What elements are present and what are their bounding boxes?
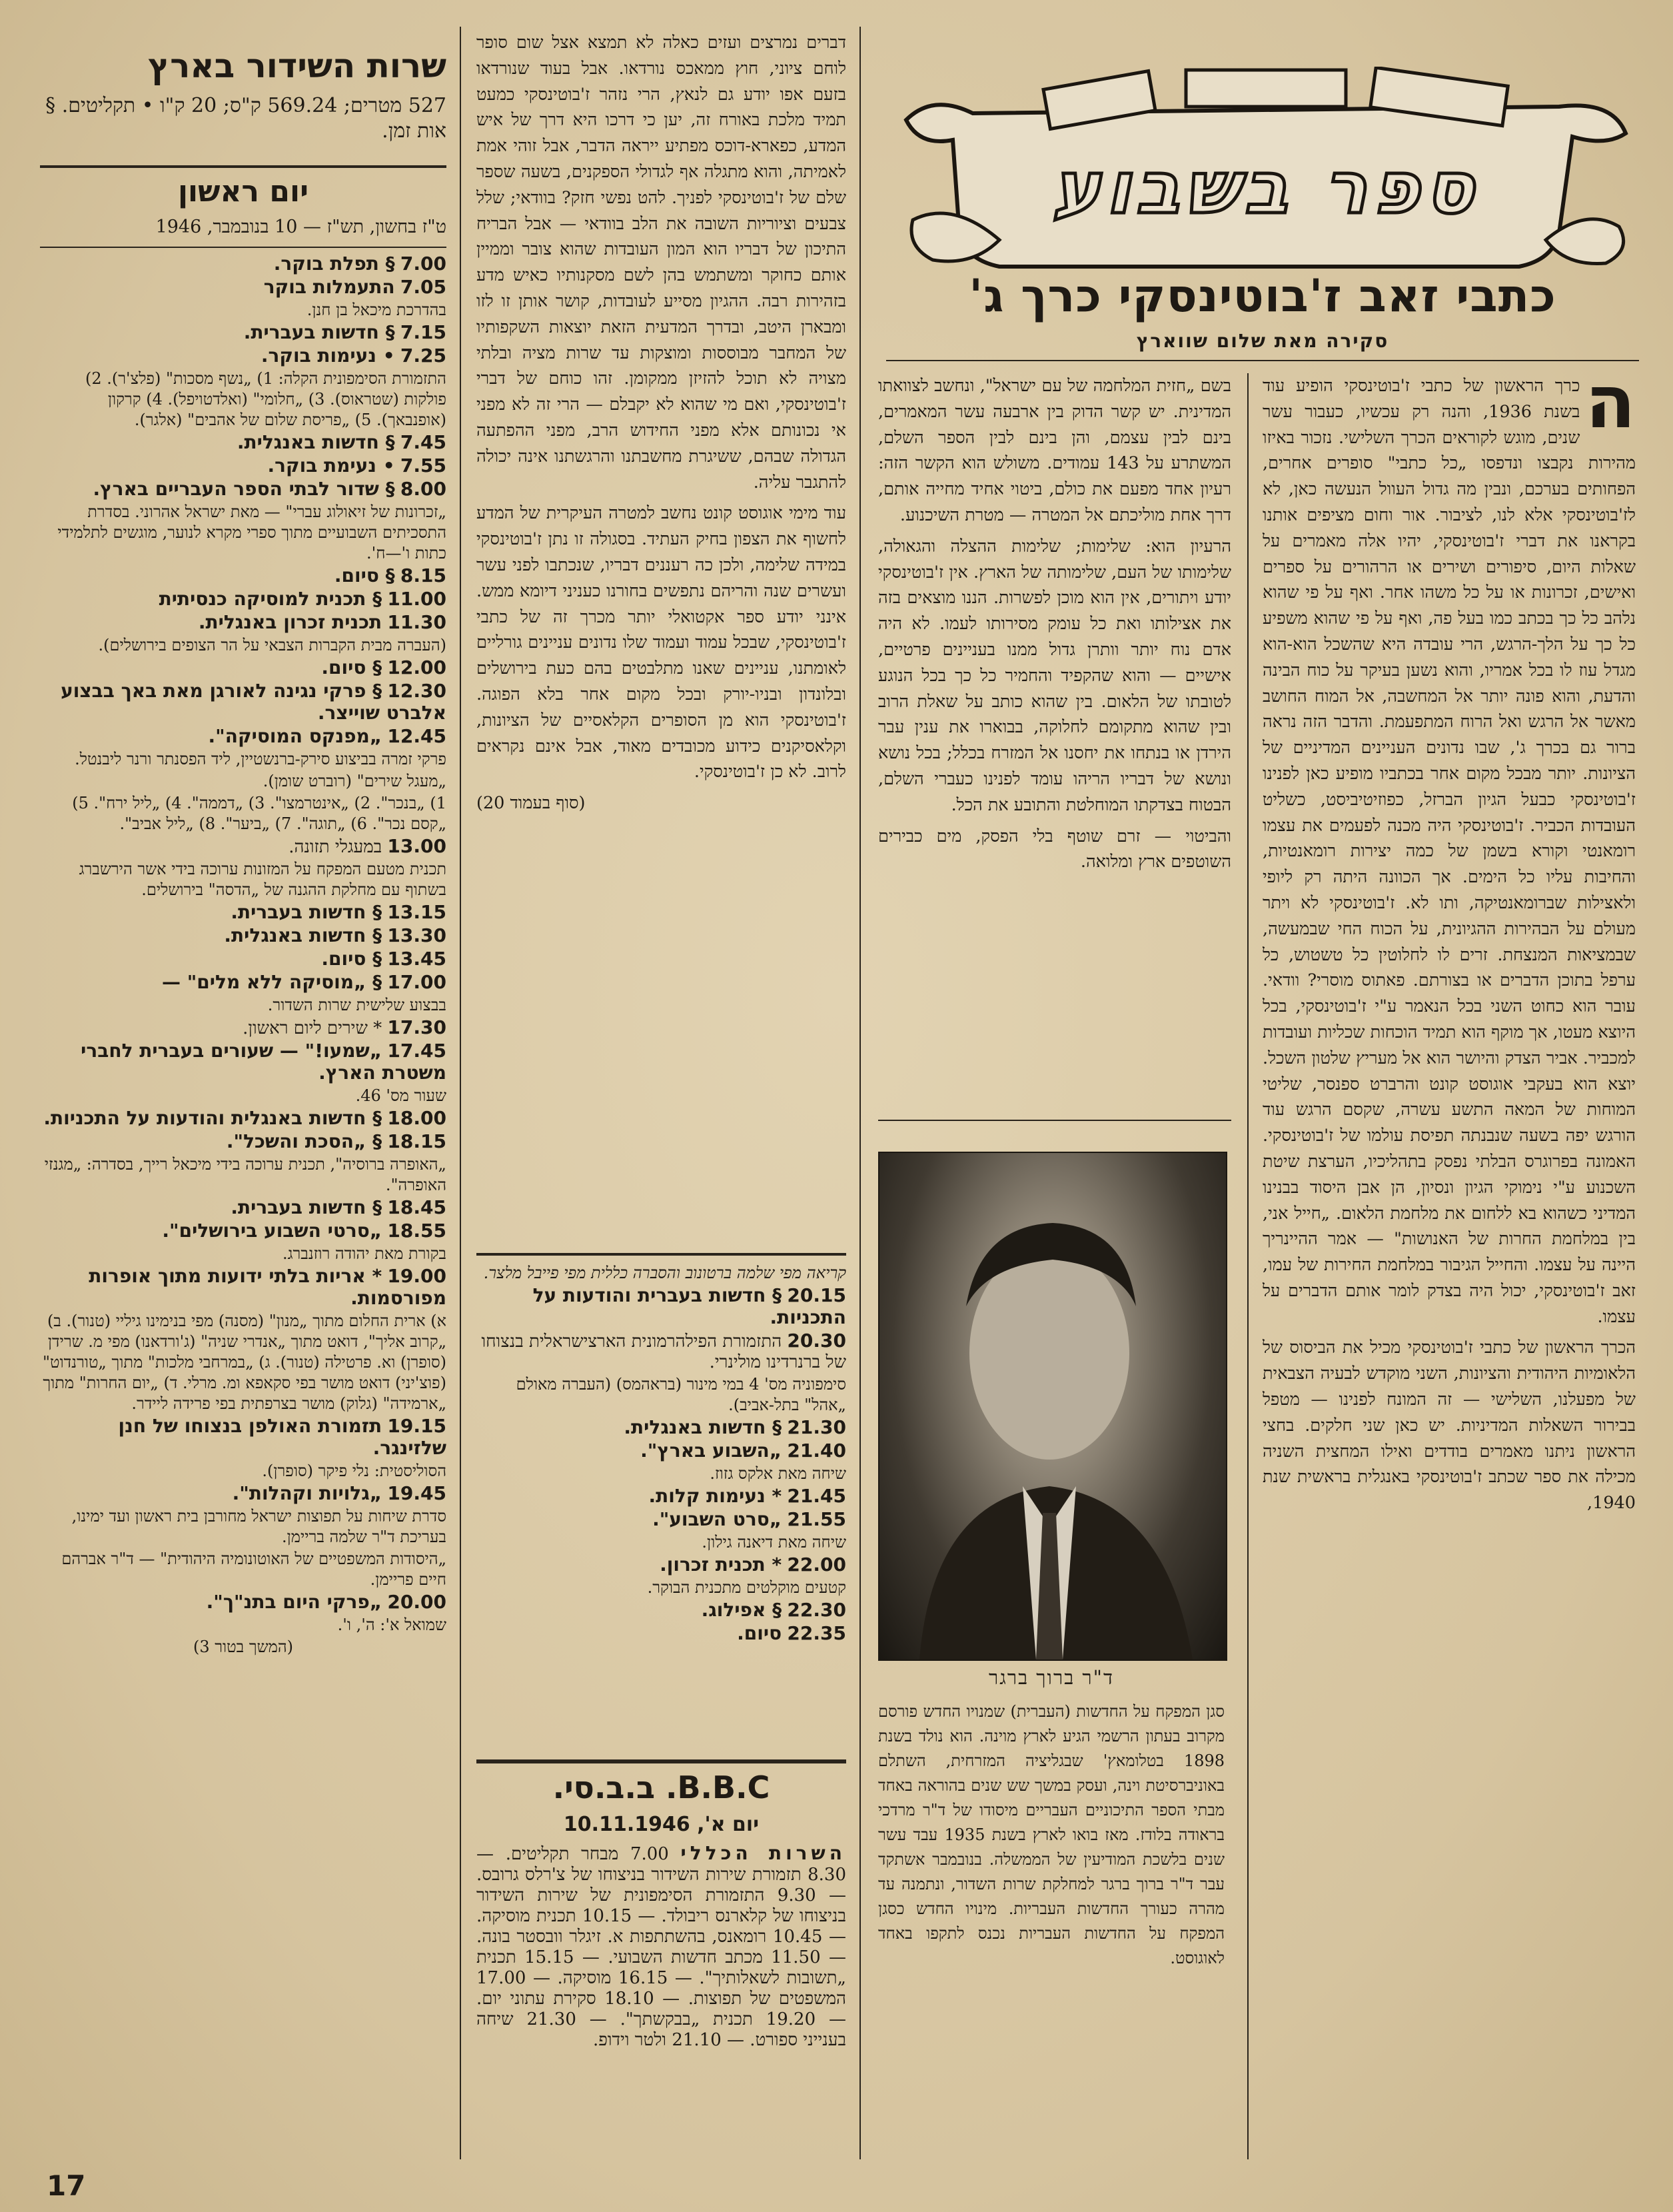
- schedule-time: 21.30: [787, 1416, 846, 1438]
- banner-title: ספר בשבוע: [1052, 147, 1480, 230]
- article-byline: סקירה מאת שלום שווארץ: [1136, 330, 1389, 352]
- schedule-text: § אפילוג.: [701, 1599, 782, 1621]
- schedule-row: [40, 925, 446, 947]
- schedule-text: * נעימות קלות.: [648, 1485, 782, 1507]
- schedule-time: 19.15: [387, 1415, 446, 1437]
- schedule-row: [40, 1615, 446, 1636]
- date-line: ט"ז בחשון, תש"ז — 10 בנובמבר, 1946: [155, 217, 446, 237]
- schedule-time: 21.45: [787, 1485, 846, 1507]
- schedule-text: „שמעו!" — שעורים בעברית לחברי משטרת הארץ.: [81, 1040, 446, 1084]
- article-column-left: [476, 30, 846, 1243]
- article-paragraph: בשם „חזית המלחמה של עם ישראל", ונחשב לצוואתו המדינית. יש קשר הדוק בין ארבעה עשר המאמרים, בינם לבין עצמם, והן בינם לבין הספר השלם, המשתרע על 143 עמודים. משולש הוא הקשר הזה: רעיון אחד מפעם את כולם, ביטוי אחיד מחייה אותם, דרך אחת מוליכתם אל המטרה — מטרת השיכנוע.: [878, 376, 1231, 525]
- schedule-text: „סרט השבוע".: [652, 1508, 782, 1530]
- schedule-text: בהדרכת מיכאל בן חנן.: [306, 301, 446, 319]
- schedule-text: סדרת שיחות על תפוצות ישראל מחורבן בית ראשון ועד ימינו, בעריכת ד"ר שלמה בריימן.: [71, 1507, 446, 1546]
- schedule-text: § חדשות באנגלית.: [224, 924, 382, 946]
- schedule-row: [40, 1461, 446, 1482]
- schedule-time: 22.35: [787, 1622, 846, 1644]
- bbc-service: השרות הכללי: [680, 1843, 846, 1864]
- schedule-row: [40, 565, 446, 587]
- schedule-time: 19.00: [387, 1265, 446, 1287]
- schedule-row: [40, 859, 446, 900]
- schedule-text: „מעגל שירים" (רוברט שומן).: [263, 772, 446, 790]
- schedule-text: התעמלות בוקר: [263, 276, 395, 298]
- schedule-row: [40, 322, 446, 344]
- schedule-text: § חדשות באנגלית והודעות על התכניות.: [43, 1107, 382, 1129]
- article-paragraph: הרעיון הוא: שלימות; שלימות ההצלה והגאולה, שלימותו של העם, שלימותה של הארץ. אין ז'בוטינסקי יודע ויתורים, אין הוא מוכן לפשרות. הננו מוצאים בזה את אצילותו ואת כל עומק מסירותו לעמו. לא היה אדם נוח יותר וותרן גדול ממנו בעניינים פרטיים, אישיים — והוא שהקפיד והחמיר כל כך בכל הנוגע לטובתו של הלאום. בין שהוא כותב על שאלת הרוב ובין שהוא מתקומם לחלוקה, בבוארו את ענין עבר הירדן או בנתחו את יחסנו אל המזרח בכלל; בכל נושא ונושא של דבריו הריהו עומד לפנינו כעברי השלם, הבטוח בצדקתו המוחלטת והתובע את הכל.: [878, 536, 1231, 815]
- schedule-text: במעגלי תזונה.: [288, 837, 382, 857]
- schedule-text: „האופרה ברוסיה", תכנית ערוכה בידי מיכאל רייך, בסדרה: „מגנזי האופרה".: [44, 1155, 446, 1194]
- article-paragraph: והביטוי — זרם שוטף בלי הפסק, מים כבירים השוטפים ארץ ומלואה.: [878, 826, 1231, 872]
- schedule-time: 7.05: [400, 276, 446, 298]
- schedule-time: 7.25: [400, 345, 446, 367]
- radio-title: שרות השידור בארץ: [148, 47, 446, 85]
- schedule-row: [40, 277, 446, 299]
- schedule-time: 20.30: [787, 1330, 846, 1352]
- schedule-text: „גלויות וקהלות".: [232, 1482, 382, 1504]
- schedule-text: „מפנקס המוסיקה".: [208, 725, 382, 747]
- schedule-text: „סרטי השבוע בירושלים".: [162, 1220, 382, 1242]
- schedule-text: בבצוע שלישית שרות השדור.: [267, 996, 446, 1014]
- continued-note: (המשך בטור 3): [193, 1638, 294, 1656]
- divider: [878, 1120, 1231, 1121]
- schedule-row: [40, 253, 446, 275]
- schedule-time: 13.00: [387, 835, 446, 857]
- schedule-time: 18.55: [387, 1220, 446, 1242]
- schedule-text: תכנית מטעם המפקח על המזונות ערוכה בידי אשר הירשברג בשתוף עם מחלקת ההגנה של „הדסה" בירושלים.: [79, 860, 446, 899]
- portrait-photo: [878, 1152, 1227, 1661]
- schedule-text: תזמורת האולפן בנצוחו של חנן שלזינגר.: [118, 1415, 446, 1459]
- schedule-row: [476, 1285, 846, 1329]
- schedule-time: 12.00: [387, 656, 446, 678]
- schedule-row: [40, 771, 446, 792]
- schedule-text: § חדשות באנגלית.: [624, 1416, 782, 1438]
- schedule-row: [40, 1244, 446, 1264]
- schedule-row: [40, 1483, 446, 1505]
- schedule-text: שיחה מאת דיאנה גילון.: [702, 1533, 846, 1552]
- schedule-row: [40, 1131, 446, 1153]
- schedule-time: 13.30: [387, 924, 446, 946]
- schedule-text: • נעימות בוקר.: [261, 345, 395, 367]
- schedule-time: 12.45: [387, 725, 446, 747]
- day-heading: יום ראשון: [177, 175, 309, 209]
- schedule-text: א) ארית החלום מתוך „מנון" (מסנה) מפי בנימינו גיליי (טנור). ב) „קרוב אליך", דואט מתוך „אנדרי שניה" (ג'ורדאנו) מפי מ. שרידן (סופרן) וא. פרטילה (טנור). ג) „במרחבי מלכות" מתוך „טורנדוט" (פוצ'יני) דואט מושר בפי סקאפא ומ. מרלי. ד) „יום החרות" מתוך „ארמידה" (גלוק) מושר בצרפתית בפי פרידה ליידר.: [42, 1312, 446, 1413]
- schedule-row: [40, 432, 446, 454]
- schedule-row: [40, 948, 446, 970]
- schedule-text: 1) „בנכר". 2) „אינטרמצו". 3) „דממה". 4) „ליל ירח". 5) „קסם נכר". 6) „תוגה". 7) „ביער". 8) „ליל אביב".: [72, 794, 446, 833]
- schedule-text: „פרקי היום בתנ"ך".: [206, 1591, 382, 1613]
- schedule-row: [40, 1017, 446, 1039]
- schedule-time: 19.45: [387, 1482, 446, 1504]
- schedule-row: [476, 1578, 846, 1598]
- schedule-text: § סיום.: [321, 948, 382, 970]
- schedule-text: פרקי זמרה בביצוע סירק-ברנשטיין, ליד הפסנתר ורנר ליבנטל.: [75, 750, 446, 768]
- schedule-time: 17.30: [387, 1016, 446, 1038]
- schedule-note: קריאה מפי שלמה ברטונוב והסברה כללית מפי פייבל מלצר.: [483, 1264, 846, 1282]
- divider: [859, 27, 861, 2159]
- drop-cap: ה: [1585, 373, 1636, 445]
- schedule-row: [40, 502, 446, 564]
- radio-frequency: 527 מטרים; 569.24 ק"ס; 20 ק"ו • תקליטים. § אות זמן.: [45, 94, 446, 143]
- article-column-middle: [878, 373, 1231, 1113]
- article-paragraph: דברים נמרצים ועזים כאלה לא תמצא אצל שום סופר לוחם ציוני, חוץ ממאכס נורדאו. אבל בעוד שנורדאו בזעם אפו יודע גם לנאץ, הרי נזהר ז'בוטינסקי כמעט תמיד מלכת באורח זה, יען כי דרכו היא דרך של איש המדע, כפארא-דוכס מפתיע ייראה הדבר, אבל זוהי אמת לאמיתה, והוא מתגלה אף לגדולי הספקנים, בשעה שספר שלם של ז'בוטינסקי לפניך. להט נפשי חזק? בוודאי; שלל צבעים וציוריות השובה את הלב בוודאי — אבל הבריח התיכון של דבריו הוא המון העובדות שהוא צובר וממיין אותם כחוקר ומשתמש בהן לשם מסקנותיו כאיש מדע בזהירות רבה. ההגיון מסייע לעובדות, קושר אותן זו לזו ומבארן היטב, ובדרך המדעית הזאת יוצאות השקפותיו של המחבר מבוססות ומוצקות עד שרות מציה ובלתי מצויה לא תוכל להזיזן ממקומן. זהו כוחם של דברי ז'בוטינסקי, ואם מי שהוא לא יקבלם — הרי זה לא מפני אי נכונותם אלא מפני החידוש הרב, מפני ההפתעה הגדולה שבהם, ששיגרת מחשבתנו והרגשתנו אינה יכולה להתגבר עליה.: [476, 33, 846, 493]
- bbc-schedule: [476, 1843, 846, 2123]
- divider: [1247, 373, 1249, 2159]
- schedule-row: [40, 1506, 446, 1548]
- schedule-time: 17.00: [387, 971, 446, 993]
- schedule-time: 8.15: [400, 564, 446, 586]
- divider: [886, 360, 1639, 361]
- schedule-row: [40, 455, 446, 477]
- schedule-time: 11.30: [387, 611, 446, 633]
- schedule-time: 20.15: [787, 1284, 846, 1306]
- schedule-row: [40, 1416, 446, 1460]
- schedule-row: [476, 1623, 846, 1645]
- schedule-text: § „הסכת והשכל".: [226, 1130, 382, 1152]
- schedule-text: קטעים מוקלטים מתכנית הבוקר.: [647, 1578, 846, 1597]
- schedule-row: [40, 1311, 446, 1414]
- schedule-text: § תפלת בוקר.: [273, 253, 395, 275]
- divider: [476, 1253, 846, 1256]
- schedule-text: התזמורת הסימפונית הקלה: 1) „נשף מסכות" (פלצ'ר). 2) פולקות (שטראוס). 3) „חלומי" (ואלדטויפל). 4) קרקון (אופנבאך). 5) „פריסת שלום של אהבים" (אלגר).: [85, 369, 446, 429]
- photo-caption-text: סגן המפקח על החדשות (העברית) שמנויו החדש פורסם מקרוב בעתון הרשמי הגיע לארץ מוינה. הוא נולד בשנת 1898 בטלומאץ' שבגליציה המזרחית, השתלם באוניברסיטת וינה, ועסק במשך שש שנים בהוראה באחד מבתי הספר התיכוניים העבריים מיסודו של ד"ר מרדכי בראודה בלודז. מאז בואו לארץ בשנת 1935 עבד עשר שנים בלשכת המודיעין של הממשלה. בנובמבר אשתקד עבר ד"ר ברוך ברגר למחלקת שרות השדור, ונתמנה עד מהרה כעורך החדשות העבריות. מינויו החדש כסגן המפקח על החדשות העבריות נכנס לתקפו באחד לאוגוסט.: [878, 1702, 1225, 1967]
- schedule-text: * אריות בלתי ידועות מתוך אופרות מפורסמות.: [89, 1265, 446, 1309]
- schedule-text: § חדשות בעברית.: [243, 321, 395, 343]
- schedule-row: [476, 1486, 846, 1508]
- schedule-time: 22.30: [787, 1599, 846, 1621]
- schedule-time: 17.45: [387, 1040, 446, 1062]
- schedule-row: [476, 1440, 846, 1462]
- bbc-text: 7.00 מבחר תקליטים. — 8.30 תזמורת שירות השידור בניצוחו של צ'רלס גרובס. — 9.30 התזמורת הסימפונית של שירות השידור בניצוחו של קלארנס ריבולד. — 10.15 תכנית מוסיקה. — 10.45 רומאנס, בהשתתפות א. זיגלר וובסטר בונה. — 11.50 מכתב חדשות השבועי. — 15.15 תכנית „תשובות לשאלותיך". — 16.15 מוסיקה. — 17.00 המשפטים של תפוצות. — 18.10 סקירת עתוני יום. — 19.20 תכנית „בבקשתך". — 21.30 שיחה בענייני ספורט. — 21.10 ולטר וידופ.: [476, 1844, 846, 2050]
- article-paragraph: עוד מימי אוגוסט קונט נחשב למטרה העיקרית של המדע לחשוף את הצפון בחיק העתיד. בסגולה זו נתן ז'בוטינסקי במידה שלימה, ולכן כה רעננים דבריו, שנכתבו לפני עשר ועשרים שנה והריהם נתפשים בחורנו כעניני דיומא ממש. אינני יודע ספר אקטואלי יותר מכרך זה של כתבי ז'בוטינסקי, שבכל עמוד ועמוד שלו נדונים עניינים גורליים לאומתנו, עניינים שאנו מתלבטים בהם כעת בירושלים ובלונדון ובניו-יורק ובכל מקום אחר בלא הפוגה. ז'בוטינסקי הוא מן הסופרים הקלאסיים של הציונות, וקלאסיקנים כידוע מכובדים מאוד, אבל אינם נקראים לרוב. לא כן ז'בוטינסקי.: [476, 503, 846, 782]
- bbc-date: יום א', 10.11.1946: [563, 1813, 760, 1836]
- schedule-row: [40, 345, 446, 367]
- portrait-figure-icon: [879, 1153, 1226, 1659]
- divider: [40, 247, 446, 248]
- divider: [476, 1759, 846, 1763]
- schedule-time: 22.00: [787, 1554, 846, 1576]
- schedule-row: [40, 612, 446, 634]
- schedule-time: 13.45: [387, 948, 446, 970]
- schedule-text: § פרקי נגינה לאורגן מאת באך בבצוע אלברט שוייצר.: [61, 680, 446, 724]
- schedule-text: התזמורת הפילהרמונית הארצישראלית בנצוחו של ברנרדינו מולינרי.: [481, 1332, 846, 1372]
- schedule-row: [40, 836, 446, 858]
- schedule-time: 21.40: [787, 1440, 846, 1462]
- schedule-text: § תכנית למוסיקה כנסיתית: [159, 588, 382, 610]
- schedule-row: [40, 680, 446, 724]
- schedule-text: § סיום.: [334, 564, 395, 586]
- schedule-text: § שדור לבתי הספר העבריים בארץ.: [93, 478, 395, 500]
- continued-note: (סוף בעמוד 20): [476, 793, 586, 814]
- schedule-text: „היסודות המשפטיים של האוטונומיה היהודית" — ד"ר אברהם חיים פריימן.: [61, 1550, 446, 1589]
- schedule-text: * תכנית זכרון.: [660, 1554, 782, 1576]
- page-number: 17: [47, 2169, 86, 2202]
- schedule-time: 7.45: [400, 431, 446, 453]
- schedule-text: § חדשות בעברית והודעות על התכניות.: [532, 1284, 846, 1328]
- schedule-row: [476, 1509, 846, 1531]
- schedule-text: (העברה מבית הקברות הצבאי על הר הצופים בירושלים).: [98, 636, 446, 654]
- schedule-text: • נעימת בוקר.: [267, 455, 395, 477]
- schedule-row: [40, 369, 446, 431]
- schedule-row: [40, 657, 446, 679]
- schedule-text: סיום.: [737, 1622, 782, 1644]
- schedule-text: בקורת מאת יהודה רוזנברג.: [282, 1244, 446, 1263]
- schedule-row: [40, 972, 446, 994]
- schedule-time: 12.30: [387, 680, 446, 702]
- schedule-row: [40, 1549, 446, 1590]
- schedule-row: [40, 1040, 446, 1084]
- schedule-row: [40, 635, 446, 656]
- schedule-row: [40, 749, 446, 770]
- article-headline: כתבי זאב ז'בוטינסקי כרך ג': [969, 270, 1556, 323]
- schedule-text: § סיום.: [321, 656, 382, 678]
- bbc-title: B.B.C. ב.ב.סי.: [552, 1769, 770, 1805]
- schedule-row: [40, 300, 446, 321]
- schedule-text: § חדשות בעברית.: [231, 901, 382, 923]
- divider: [40, 165, 446, 168]
- schedule-row: [476, 1464, 846, 1484]
- schedule-row: [40, 1220, 446, 1242]
- schedule-time: 7.15: [400, 321, 446, 343]
- radio-schedule-continued: [476, 1263, 846, 1749]
- schedule-row: [40, 1197, 446, 1219]
- book-of-week-banner: [893, 67, 1639, 280]
- schedule-row: [40, 1154, 446, 1196]
- schedule-row: [40, 902, 446, 924]
- schedule-row: [476, 1532, 846, 1553]
- schedule-row: [476, 1417, 846, 1439]
- schedule-text: § „מוסיקה ללא מלים" —: [161, 971, 382, 993]
- schedule-row: [40, 479, 446, 501]
- schedule-text: תכנית זכרון באנגלית.: [198, 611, 382, 633]
- schedule-text: „השבוע בארץ".: [640, 1440, 782, 1462]
- schedule-time: 20.00: [387, 1591, 446, 1613]
- schedule-time: 21.55: [787, 1508, 846, 1530]
- schedule-time: 7.00: [400, 253, 446, 275]
- schedule-time: 18.00: [387, 1107, 446, 1129]
- schedule-row: [40, 1592, 446, 1614]
- schedule-time: 18.15: [387, 1130, 446, 1152]
- schedule-text: § חדשות באנגלית.: [237, 431, 395, 453]
- schedule-row: [40, 1266, 446, 1310]
- schedule-text: § חדשות בעברית.: [231, 1196, 382, 1218]
- schedule-row: [476, 1330, 846, 1373]
- schedule-time: 18.45: [387, 1196, 446, 1218]
- schedule-text: שעור מס' 46.: [355, 1086, 446, 1105]
- schedule-row: [40, 1108, 446, 1130]
- schedule-row: [476, 1374, 846, 1416]
- schedule-row: [476, 1600, 846, 1622]
- schedule-text: סימפוניה מס' 4 במי מינור (בראהמס) (העברה מאולם „אהל" בתל-אביב).: [516, 1375, 846, 1414]
- schedule-row: [40, 1086, 446, 1106]
- article-paragraph: הכרך הראשון של כתבי ז'בוטינסקי מכיל את הביסוס של הלאומיות היהודית והציונות, השני מוקדש לבעיה הצבאית של מפעלנו, השלישי — זה המונח לפנינו — מטפל בבירור השאלות המדיניות. יש כאן שני חלקים. בחצי הראשון ניתנו מאמרים בודדים ואילו המחצית השניה מכילה את ספר שכתב ז'בוטינסקי באנגלית בראשית שנת 1940,: [1263, 1338, 1636, 1514]
- schedule-text: הסוליסטית: נלי פיקר (סופרן).: [262, 1462, 446, 1480]
- schedule-row: [476, 1554, 846, 1576]
- schedule-text: „זכרונות של זיאולוג עברי" — מאת ישראל אהרוני. בסדרת התסכיתים השבועיים מתוך ספרי מקרא לנוער, מוגשים לתלמידי כתות ו'—ח'.: [57, 503, 446, 562]
- schedule-text: שמואל א': ה', ו'.: [337, 1616, 446, 1634]
- divider: [460, 27, 461, 2159]
- article-paragraph: כרך הראשון של כתבי ז'בוטינסקי הופיע עוד בשנת 1936, והנה רק עכשיו, כעבור עשר שנים, מוגש לקוראים הכרך השלישי. נזכור באיזו מהירות נקבצו ונדפסו „כל כתבי" סופרים אחרים, הפחותים בערכם, ונבין מה גדול העוול הנעשה כאן, לא לז'בוטינסקי אלא לנו, לציבור. אור וחום מציפים אותנו בקראנו את דברי ז'בוטינסקי, יהיו אלה מאמרים על שאלות היום, סיפורים ושירים או הרהורים על ספרים ואישים, זכרונות או על כל משהו אחר. ואף על פי שהוא נלהב כל כך בכתב כמו בעל פה, ואף על פי שהוא משפיע כל כך על הלך-הרגש, הרי עובדה היא שהשכל הוא-הוא מגדל עוז לו בכל אמריו, והוא נשען בעיקר על כוח הבינה והדעת, והוא פונה יותר אל המחשבה, אל המוח החושב מאשר אל הרגש ואל הרוח המתפעמת. והדבר הזה נראה ברור גם בכרך ג', שבו נדונים העניינים המדיניים של הציונות. יותר מבכל מקום אחר בכתביו מופיע כאן לפנינו ז'בוטינסקי כבעל הגיון הברזל, כפוזיטיביסט, כשליט העובדות הכביר. ז'בוטינסקי היה מכנה לפעמים את עצמו רומאנטי וקורא בשמן של כמה יצירות רומאנטיות, והחיבות עליו כל הימים. אך הכוונה היתה רק ליופי ולאצילות שברומאנטיקה, ותו לא. ז'בוטינסקי לא ויתר מעולם על הבהירות ההגיונית, על הכוח החי שבמעשה, שבמציאות המנצחת. זרים לו לחלוטין כל טשטוש, כל ערפל בתוכן הדברים או בצורתם. פאתוס מוסרי? וודאי. עובר הוא כחוט השני בכל הנאמר ע"י ז'בוטינסקי, בכל היוצא מעטו, אך מוקף הוא תמיד הוכחות שכליות ועובדות למכביר. אביר הצדק והיושר הוא אל מעריץ שלטון השכל. יוצא הוא בעקבי אוגוסט קונט והרברט ספנסר, שליטי המוחות של המאה התשע עשרה, שקסם הרגש עוד הורגש יפה בשעה שנבנתה תפיסת עולמו של ז'בוטינסקי. האמונה בפרוגרס הבלתי נפסק בתהליכיו, הערצת שיטת השכנוע ע"י נימוקי הגיון ונסיון, הן אבן היסוד בבנינו המדיני כשהוא בא ללחום את מלחמת הלאום. „חייל אני, בין במלחמת החרות של האנושות" — אמר ההיינריך היינה על עצמו. והחייל הגיבור במלחמת החירות של עמו, זאב ז'בוטינסקי, יכול היה בצדק לומר אותם הדברים על עצמו.: [1263, 376, 1636, 1327]
- article-column-right: [1263, 373, 1636, 2159]
- schedule-row: [40, 588, 446, 610]
- schedule-row: [40, 726, 446, 748]
- schedule-time: 13.15: [387, 901, 446, 923]
- schedule-row: [40, 995, 446, 1016]
- photo-caption-name: ד"ר ברוך ברגר: [989, 1666, 1114, 1689]
- schedule-text: * שירים ליום ראשון.: [243, 1018, 382, 1038]
- radio-schedule: [40, 253, 446, 2173]
- schedule-time: 7.55: [400, 455, 446, 477]
- schedule-time: 8.00: [400, 478, 446, 500]
- schedule-row: [40, 793, 446, 834]
- schedule-text: שיחה מאת אלקס גזוז.: [710, 1464, 846, 1483]
- schedule-time: 11.00: [387, 588, 446, 610]
